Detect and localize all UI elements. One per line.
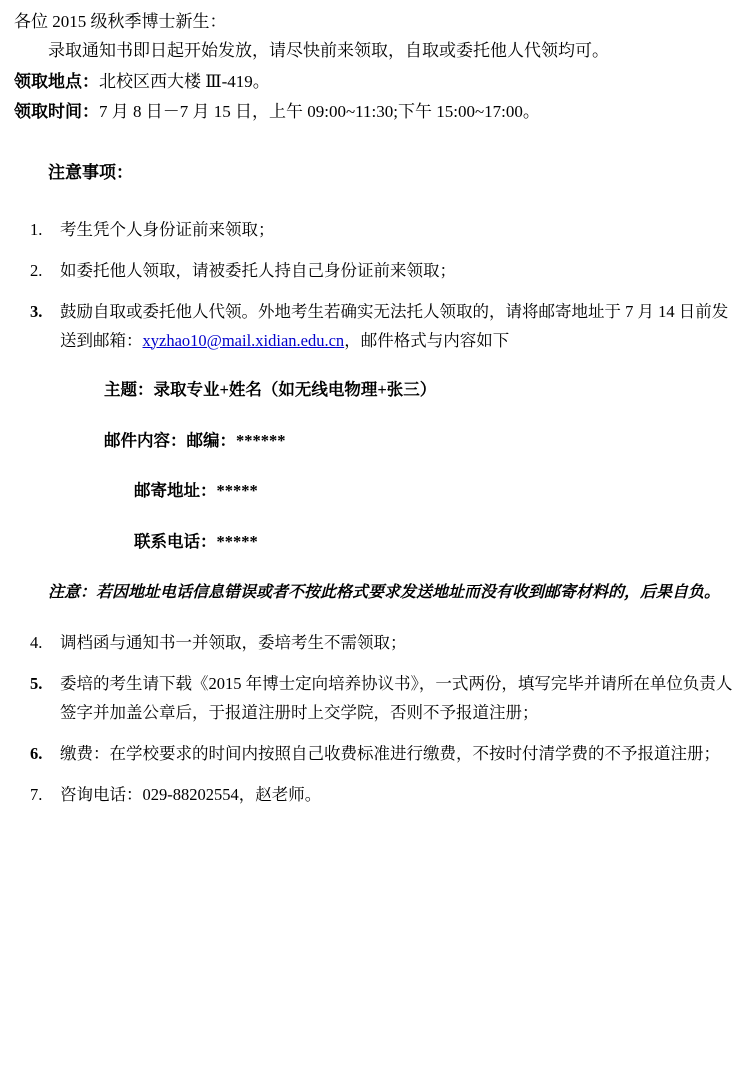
list-item-text: 调档函与通知书一并领取，委培考生不需领取； xyxy=(60,633,407,652)
list-item xyxy=(14,216,736,245)
list-item xyxy=(14,740,736,769)
list-item-number: 7. xyxy=(30,784,43,804)
mail-content-line: 邮件内容：邮编：****** xyxy=(104,430,286,450)
pickup-location-label: 领取地点： xyxy=(14,72,99,92)
salutation: 各位 2015 级秋季博士新生： xyxy=(14,12,227,31)
mail-address-line: 邮寄地址：***** xyxy=(134,481,258,501)
notice-list-top xyxy=(14,216,736,356)
list-item xyxy=(14,298,736,356)
list-item xyxy=(14,257,736,286)
list-item xyxy=(14,781,736,810)
list-item xyxy=(14,629,736,658)
list-item-text: 如委托他人领取，请被委托人持自己身份证前来领取； xyxy=(60,260,456,280)
notice-list-bottom xyxy=(14,629,736,809)
list-item-number: 2. xyxy=(30,260,43,280)
list-item-text: 咨询电话：029-88202554，赵老师。 xyxy=(60,784,322,804)
warning-text: 注意：若因地址电话信息错误或者不按此格式要求发送地址而没有收到邮寄材料的，后果自负。 xyxy=(48,584,721,601)
mail-format-block xyxy=(14,377,736,555)
pickup-location-value: 北校区西大楼 Ⅲ-419。 xyxy=(99,72,270,92)
pickup-location-line xyxy=(14,68,736,95)
list-item-number: 5. xyxy=(30,673,43,693)
list-item-number: 6. xyxy=(30,743,43,763)
pickup-time-value: 7 月 8 日－7 月 15 日，上午 09:00~11:30;下午 15:00~17:00。 xyxy=(99,101,540,121)
list-item-number: 4. xyxy=(30,633,43,652)
pickup-time-label: 领取时间： xyxy=(14,101,99,121)
list-item-number: 1. xyxy=(30,219,43,239)
list-item-text-part1: 鼓励自取或委托他人代领。外地考生若确实无法托人领取的，请将邮寄地址于 7 月 14 日前发送到邮箱： xyxy=(60,301,729,350)
email-link[interactable]: xyzhao10@mail.xidian.edu.cn xyxy=(142,330,345,350)
list-item-text: 缴费：在学校要求的时间内按照自己收费标准进行缴费，不按时付清学费的不予报道注册； xyxy=(60,743,720,763)
list-item-text-part2: ，邮件格式与内容如下 xyxy=(344,330,510,350)
mail-subject-line: 主题：录取专业+姓名（如无线电物理+张三） xyxy=(104,380,437,400)
notice-title: 注意事项： xyxy=(48,162,133,182)
pickup-time-line xyxy=(14,98,736,125)
mail-phone-line: 联系电话：***** xyxy=(134,531,258,551)
list-item-text: 委培的考生请下载《2015 年博士定向培养协议书》，一式两份，填写完毕并请所在单位负责人签字并加盖公章后，于报道注册时上交学院，否则不予报道注册； xyxy=(60,673,733,722)
intro-paragraph: 录取通知书即日起开始发放，请尽快前来领取，自取或委托他人代领均可。 xyxy=(48,41,609,61)
list-item xyxy=(14,670,736,728)
list-item-text: 考生凭个人身份证前来领取； xyxy=(60,219,275,239)
list-item-number: 3. xyxy=(30,301,43,321)
